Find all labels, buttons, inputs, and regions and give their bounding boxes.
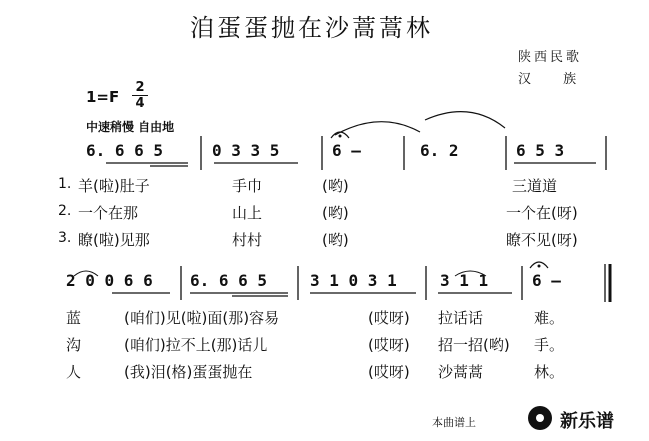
measure-9: 3 1 1 [440,271,489,290]
lyric-text: 瞭(啦)见那 [78,231,150,249]
measure-1: 6. 6 6 5 [86,141,164,160]
measure-8: 3 1 0 3 1 [310,271,397,290]
lyric-text: 一个在那 [78,204,139,222]
time-signature-top: 2 [135,80,145,95]
verse-number: 1. [58,176,72,192]
lyric-text: 瞭不见(呀) [506,231,578,249]
site-logo: 新乐谱 [560,411,614,432]
lyric-text: 村村 [232,231,263,249]
lyric-text: 三道道 [512,177,558,195]
measure-3: 6 – [332,141,361,160]
lyric-text: (哟) [322,177,349,195]
lyric-text: 手。 [534,336,565,354]
logo-disc-icon [528,406,552,430]
lyric-text: 手巾 [232,177,263,195]
lyric-text: (我)泪(格)蛋蛋抛在 [124,363,253,381]
measure-4: 6. 2 [420,141,459,160]
measure-10: 6 – [532,271,561,290]
song-ethnicity: 汉 族 [518,72,591,87]
measure-2: 0 3 3 5 [212,141,280,160]
lyric-text: 林。 [534,363,565,381]
song-title: 洎蛋蛋抛在沙蒿蒿林 [190,14,433,42]
lyric-text: (咱们)见(啦)面(那)容易 [124,309,280,327]
lyric-text: 羊(啦)肚子 [78,177,150,195]
measure-5: 6 5 3 [516,141,565,160]
lyric-text: 沟 [66,336,82,354]
lyric-text: 一个在(呀) [506,204,578,222]
lyric-text: (哎呀) [368,336,410,354]
measure-6: 2 0 0 6 6 [66,271,153,290]
lyric-text: (咱们)拉不上(那)话儿 [124,336,268,354]
time-signature-bottom: 4 [135,96,145,111]
footer-source: 本曲谱上 [432,416,476,429]
verse-number: 3. [58,230,72,246]
lyric-text: (哟) [322,204,349,222]
key-signature: 1=F [86,88,120,106]
lyric-text: 拉话话 [438,309,484,327]
lyric-text: 沙蒿蒿 [438,363,484,381]
lyric-text: 山上 [232,204,263,222]
lyric-text: (哟) [322,231,349,249]
lyric-text: (哎呀) [368,309,410,327]
measure-7: 6. 6 6 5 [190,271,268,290]
lyric-text: 难。 [534,309,565,327]
lyric-text: 人 [66,363,82,381]
tempo-marking: 中速稍慢 自由地 [86,120,175,134]
lyric-text: 招一招(哟) [438,336,510,354]
song-region: 陕西民歌 [518,50,583,65]
verse-number: 2. [58,203,72,219]
lyric-text: (哎呀) [368,363,410,381]
lyric-text: 蓝 [66,309,82,327]
